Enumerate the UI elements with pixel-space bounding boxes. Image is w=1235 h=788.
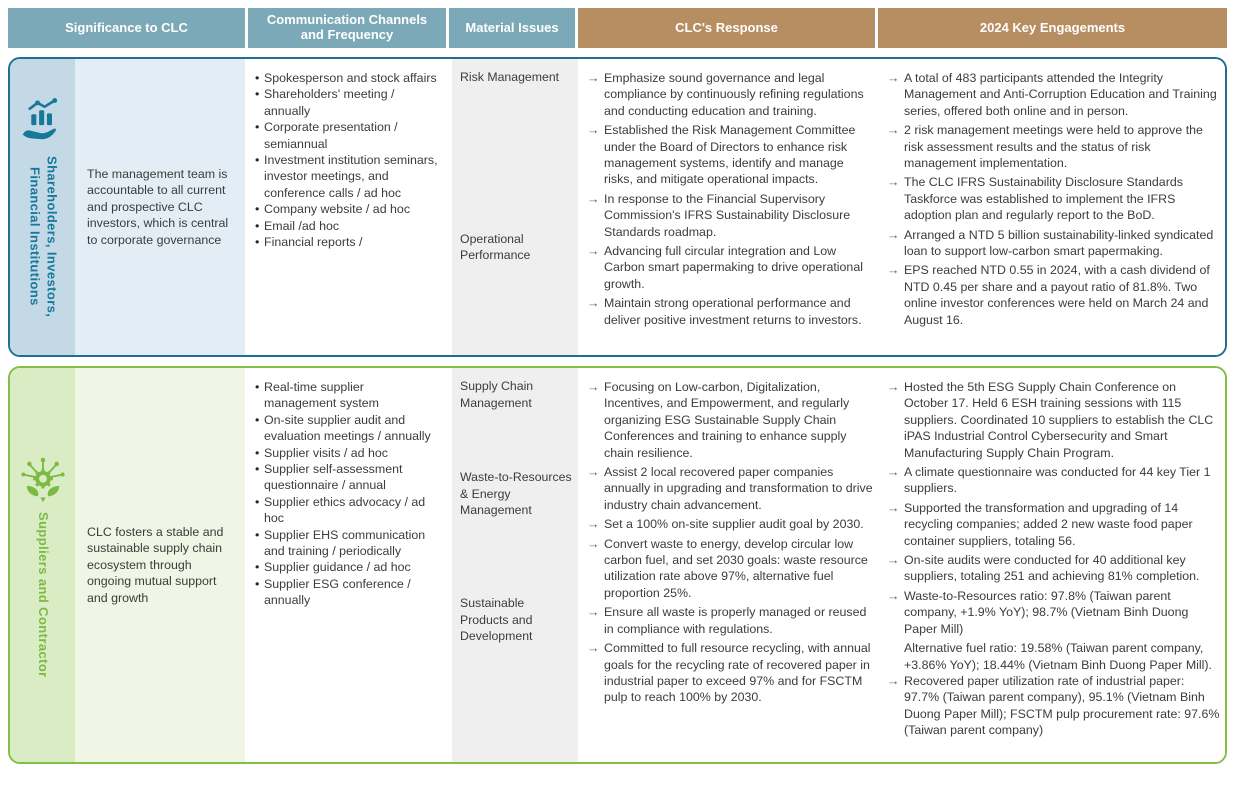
responses-text: Set a 100% on-site supplier audit goal by 2030. <box>604 517 864 532</box>
channel-item <box>255 119 439 152</box>
bullet-glyph: • <box>255 87 260 102</box>
channel-item <box>255 218 439 234</box>
channel-item <box>255 445 439 461</box>
response-item <box>587 536 873 602</box>
channel-item <box>255 201 439 217</box>
engagements-text: The CLC IFRS Sustainability Disclosure Standards Taskforce was established to implement the IFRS adoption plan and regularly report to the BoD. <box>904 175 1183 223</box>
responses-text: Convert waste to energy, develop circular low carbon fuel, and set 2030 goals: waste resource utilization rate above 97%, alternative fuel proportion 25%. <box>604 536 868 600</box>
channel-item <box>255 152 439 201</box>
channel-item <box>255 576 439 609</box>
communication-channels-cell <box>245 59 449 355</box>
channel-item <box>255 494 439 527</box>
header-col-communication: Communication Channels and Frequency <box>248 8 446 48</box>
bullet-glyph: • <box>255 202 260 217</box>
header-col-clc-response: CLC's Response <box>578 8 875 48</box>
arrow-glyph: → <box>887 465 900 480</box>
engagements-text: Recovered paper utilization rate of industrial paper: 97.7% (Taiwan parent company), 95.1% (Vietnam Binh Duong Paper Mill); FSCTM pulp procurement rate: 97.6% (Taiwan parent company) <box>904 673 1220 738</box>
engagements-text: EPS reached NTD 0.55 in 2024, with a cash dividend of NTD 0.45 per share and a payout ratio of 81.8%. Two online investor conferences were held on March 24 and August 16. <box>904 263 1210 327</box>
material-issues-cell <box>449 59 581 355</box>
response-item <box>587 295 873 328</box>
stakeholder-row-shareholders-investors-financial-institutions <box>8 57 1227 357</box>
engagement-item <box>887 122 1221 171</box>
responses-text: Emphasize sound governance and legal compliance by continuously refining regulations and conducting education and training. <box>604 71 864 118</box>
arrow-glyph: → <box>887 500 900 515</box>
bullet-glyph: • <box>255 560 260 575</box>
engagement-item <box>887 227 1221 260</box>
bullet-glyph: • <box>255 380 260 394</box>
engagements-text: 2 risk management meetings were held to approve the risk assessment results and the status of risk management implementation. <box>904 123 1203 171</box>
channel-text: Supplier self-assessment questionnaire / annual <box>264 462 403 493</box>
engagement-item <box>887 673 1221 739</box>
header-col-key-engagements: 2024 Key Engagements <box>878 8 1227 48</box>
responses-text: In response to the Financial Supervisory Commission's IFRS Sustainability Disclosure Standards roadmap. <box>604 191 851 239</box>
response-item <box>587 70 873 119</box>
channel-item <box>255 461 439 494</box>
bullet-glyph: • <box>255 71 260 85</box>
engagement-item <box>887 70 1221 119</box>
response-item <box>587 464 873 513</box>
bullet-glyph: • <box>255 494 260 509</box>
material-issue: Sustainable Products and Development <box>460 595 533 644</box>
channel-item <box>255 379 439 412</box>
arrow-glyph: → <box>887 263 900 278</box>
channel-text: Supplier ESG conference / annually <box>264 576 411 608</box>
bullet-glyph: • <box>255 527 260 542</box>
stakeholder-name <box>26 156 60 317</box>
responses-text: Ensure all waste is properly managed or reused in compliance with regulations. <box>604 605 867 636</box>
arrow-glyph: → <box>587 517 600 532</box>
engagements-text: A total of 483 participants attended the Integrity Management and Anti-Corruption Education and Training series, offered both online and in person. <box>904 71 1217 118</box>
channel-item <box>255 559 439 575</box>
significance-text: The management team is accountable to all current and prospective CLC investors, which is central to corporate governance <box>87 166 229 247</box>
engagements-text: Hosted the 5th ESG Supply Chain Conference on October 17. Held 6 ESH training sessions with 115 suppliers. Coordinated 10 suppliers to establish the CLC iPAS Industrial Control Cybersecurity and Smart Manufacturing Supply Chain Program. <box>904 380 1214 460</box>
arrow-glyph: → <box>887 123 900 138</box>
material-issue: Risk Management <box>460 70 560 84</box>
stakeholder-engagement-table <box>0 8 1235 764</box>
response-item <box>587 640 873 706</box>
communication-channels-cell <box>245 368 449 762</box>
clc-response-cell <box>581 368 881 762</box>
arrow-glyph: → <box>587 71 600 85</box>
channel-item <box>255 86 439 119</box>
responses-text: Maintain strong operational performance and deliver positive investment returns to investors. <box>604 296 862 327</box>
stakeholder-strip <box>10 59 75 355</box>
engagement-item <box>887 379 1221 461</box>
channel-text: Spokesperson and stock affairs <box>264 71 437 85</box>
bullet-glyph: • <box>255 153 260 168</box>
significance-text: CLC fosters a stable and sustainable supply chain ecosystem through ongoing mutual support and growth <box>87 524 224 605</box>
engagements-text: Waste-to-Resources ratio: 97.8% (Taiwan parent company, +1.9% YoY); 98.7% (Vietnam Binh Duong Paper Mill) <box>904 588 1189 636</box>
engagements-text: A climate questionnaire was conducted for 44 key Tier 1 suppliers. <box>904 465 1211 496</box>
channel-text: Investment institution seminars, investor meetings, and conference calls / ad hoc <box>264 153 438 200</box>
responses-text: Established the Risk Management Committee under the Board of Directors to enhance risk management systems, identify and manage risks, and mitigate operational impacts. <box>604 123 856 187</box>
arrow-glyph: → <box>587 380 600 394</box>
engagement-item <box>887 500 1221 549</box>
channel-item <box>255 412 439 445</box>
engagement-item <box>887 552 1221 585</box>
arrow-glyph: → <box>887 588 900 603</box>
channel-text: Financial reports / <box>264 235 363 250</box>
arrow-glyph: → <box>587 465 600 480</box>
bullet-glyph: • <box>255 120 260 135</box>
header-col-material-issues: Material Issues <box>449 8 575 48</box>
stakeholder-row-suppliers-and-contractor <box>8 366 1227 764</box>
response-item <box>587 379 873 461</box>
engagements-text: Arranged a NTD 5 billion sustainability-linked syndicated loan to support low-carbon smart papermaking. <box>904 227 1214 259</box>
table-header-row <box>8 8 1227 48</box>
response-item <box>587 122 873 188</box>
arrow-glyph: → <box>887 553 900 568</box>
arrow-glyph: → <box>587 605 600 620</box>
response-item <box>587 516 873 532</box>
response-item <box>587 191 873 240</box>
arrow-glyph: → <box>587 296 600 311</box>
response-item <box>587 243 873 292</box>
arrow-glyph: → <box>587 191 600 206</box>
key-engagements-cell <box>881 368 1225 762</box>
channel-text: Supplier visits / ad hoc <box>264 445 388 460</box>
engagement-item <box>887 174 1221 223</box>
channel-item <box>255 234 439 250</box>
stakeholder-name-line: Financial Institutions <box>27 167 43 306</box>
stakeholder-rows-container <box>0 57 1235 764</box>
channel-text: Supplier ethics advocacy / ad hoc <box>264 494 426 526</box>
engagements-continuation: Alternative fuel ratio: 19.58% (Taiwan parent company, +3.86% YoY); 18.44% (Vietnam Binh Duong Paper Mill). <box>904 641 1212 672</box>
significance-cell <box>75 368 245 762</box>
arrow-glyph: → <box>587 123 600 138</box>
engagement-item <box>887 588 1221 637</box>
bullet-glyph: • <box>255 462 260 477</box>
hand-holding-chart-icon <box>18 97 68 147</box>
engagement-item <box>887 262 1221 328</box>
bullet-glyph: • <box>255 218 260 233</box>
channel-text: Real-time supplier management system <box>264 380 380 411</box>
arrow-glyph: → <box>587 641 600 656</box>
gear-sprout-icon <box>18 453 68 503</box>
channel-item <box>255 527 439 560</box>
key-engagements-cell <box>881 59 1225 355</box>
channel-text: Supplier EHS communication and training / periodically <box>264 527 426 559</box>
arrow-glyph: → <box>887 175 900 190</box>
arrow-glyph: → <box>587 244 600 259</box>
arrow-glyph: → <box>887 227 900 242</box>
header-col-significance: Significance to CLC <box>8 8 245 48</box>
bullet-glyph: • <box>255 412 260 427</box>
clc-response-cell <box>581 59 881 355</box>
bullet-glyph: • <box>255 445 260 460</box>
stakeholder-name-line: Suppliers and Contractor <box>35 511 51 678</box>
responses-text: Committed to full resource recycling, with annual goals for the recycling rate of recovered paper in industrial paper to exceed 97% and for FSCTM pulp to reach 100% by 2030. <box>604 641 871 705</box>
engagement-item <box>887 464 1221 497</box>
engagements-text: On-site audits were conducted for 40 additional key suppliers, totaling 251 and achieving 81% completion. <box>904 553 1200 584</box>
stakeholder-strip <box>10 368 75 762</box>
channel-text: Company website / ad hoc <box>264 202 411 217</box>
material-issue: Waste-to-Resources & Energy Management <box>460 470 572 518</box>
arrow-glyph: → <box>887 673 900 688</box>
channel-item <box>255 70 439 86</box>
bullet-glyph: • <box>255 235 260 250</box>
channel-text: Supplier guidance / ad hoc <box>264 560 411 575</box>
engagements-text: Supported the transformation and upgrading of 14 recycling companies; added 2 new waste food paper container suppliers, totaling 56. <box>904 500 1193 548</box>
responses-text: Advancing full circular integration and Low Carbon smart papermaking to drive operational growth. <box>604 244 863 291</box>
stakeholder-name-line: Shareholders, Investors, <box>44 155 60 318</box>
responses-text: Focusing on Low-carbon, Digitalization, Incentives, and Empowerment, and regularly organizing ESG Sustainable Supply Chain Conferences and training to enhance supply chain resilience. <box>604 380 850 460</box>
arrow-glyph: → <box>887 380 900 394</box>
arrow-glyph: → <box>587 536 600 551</box>
channel-text: Email /ad hoc <box>264 218 340 233</box>
channel-text: Corporate presentation / semiannual <box>264 120 398 151</box>
material-issue: Operational Performance <box>460 231 531 263</box>
channel-text: Shareholders' meeting / annually <box>264 87 395 118</box>
bullet-glyph: • <box>255 576 260 591</box>
arrow-glyph: → <box>887 71 900 85</box>
responses-text: Assist 2 local recovered paper companies annually in upgrading and transformation to drive industry chain advancement. <box>604 465 873 512</box>
channel-text: On-site supplier audit and evaluation meetings / annually <box>264 412 431 444</box>
significance-cell <box>75 59 245 355</box>
stakeholder-name <box>34 512 51 678</box>
material-issue: Supply Chain Management <box>460 379 534 410</box>
material-issues-cell <box>449 368 581 762</box>
response-item <box>587 604 873 637</box>
